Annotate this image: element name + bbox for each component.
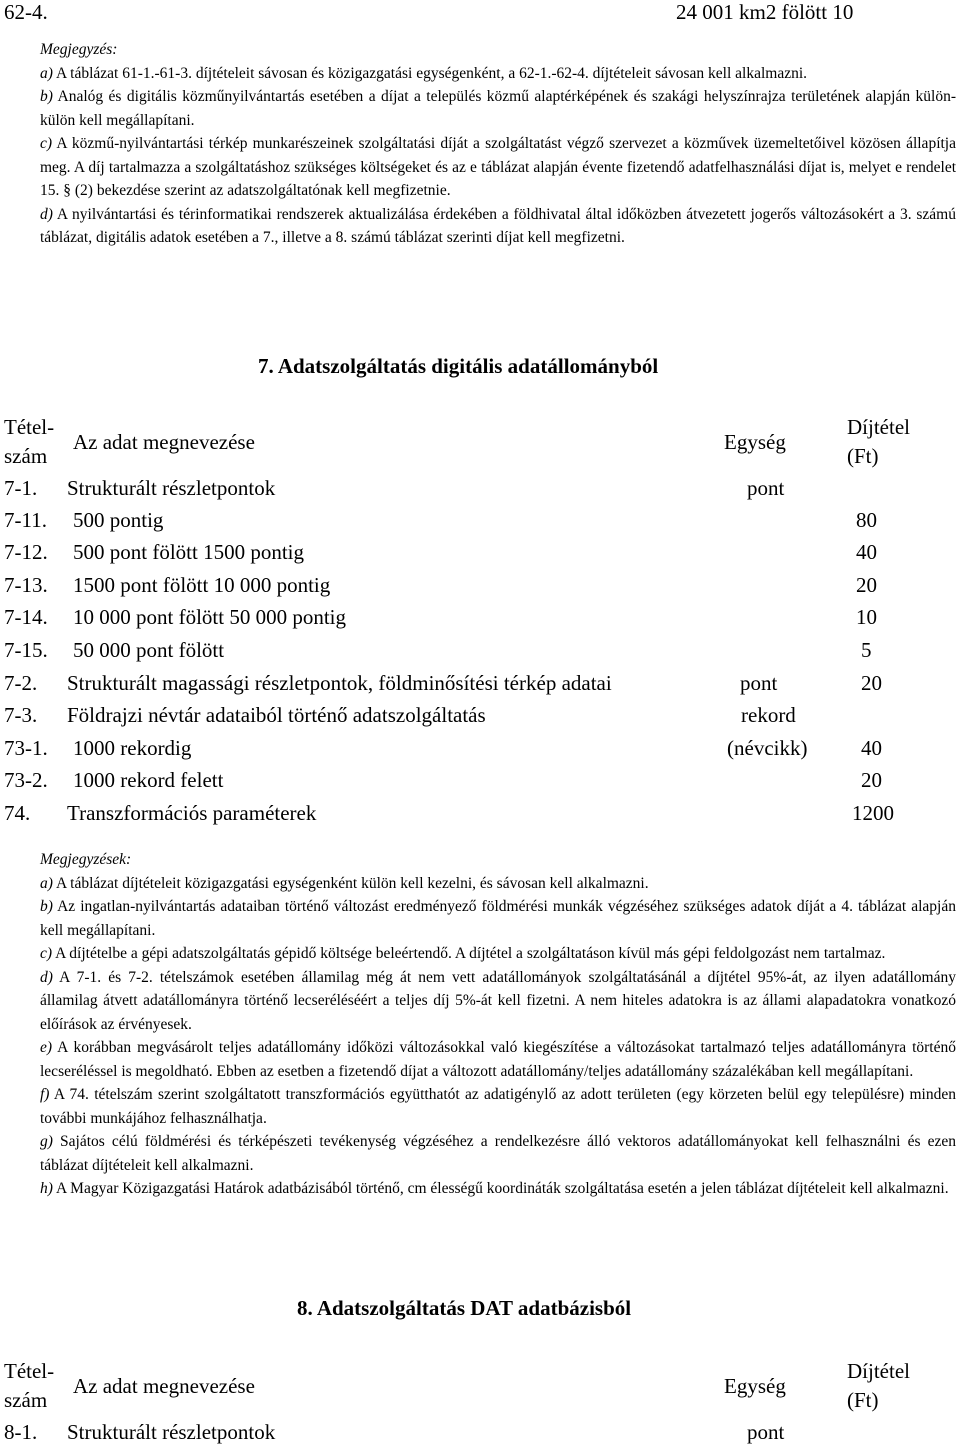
note-2-h: h) A Magyar Közigazgatási Határok adatbázisából történő, cm élességű koordináták szolgáltatása esetén a jelen táblázat díjtételeit kell alkalmazni. — [40, 1180, 949, 1197]
row-name: Strukturált magassági részletpontok, földminősítési térkép adatai — [67, 671, 612, 695]
note-2-b: b) Az ingatlan-nyilvántartás adataiban történő változást eredményező földmérési munkák végzéséhez szükséges adatok díját a 4. táblázat alapján kell megállapítani. — [40, 898, 956, 939]
header-num-line1: Tétel- — [4, 1359, 55, 1383]
row-unit: rekord — [741, 703, 796, 727]
table-row — [0, 638, 960, 666]
header-unit: Egység — [724, 1374, 786, 1398]
row-fee: 10 — [856, 605, 877, 629]
top-code: 62-4. — [4, 0, 48, 24]
row-name: 1000 rekordig — [73, 736, 192, 760]
row-number: 7-15. — [4, 638, 48, 662]
row-number: 7-14. — [4, 605, 48, 629]
table-row — [0, 1420, 960, 1448]
notes-1-title: Megjegyzés: — [40, 41, 118, 58]
row-fee: 1200 — [852, 801, 894, 825]
row-name: 500 pont fölött 1500 pontig — [73, 540, 304, 564]
row-number: 73-1. — [4, 736, 48, 760]
row-name: 500 pontig — [73, 508, 164, 532]
row-name: Földrajzi névtár adataiból történő adatszolgáltatás — [67, 703, 486, 727]
header-num-line2: szám — [4, 444, 48, 468]
table-row — [0, 605, 960, 633]
header-name: Az adat megnevezése — [73, 430, 255, 454]
row-number: 7-13. — [4, 573, 48, 597]
section-8-title: 8. Adatszolgáltatás DAT adatbázisból — [297, 1296, 632, 1320]
row-name: Transzformációs paraméterek — [67, 801, 317, 825]
row-name: 1000 rekord felett — [73, 768, 224, 792]
note-1-b: b) Analóg és digitális közműnyilvántartás esetében a díjat a település közmű alaptérképének és szakági helyszínrajza területének alapján külön-külön kell megállapítani. — [40, 88, 956, 129]
note-2-g: g) Sajátos célú földmérési és térképészeti tevékenység végzéséhez a rendelkezésre álló vektoros adatállományokat kell felhasználni és ezen táblázat díjtételeit kell alkalmazni. — [40, 1133, 957, 1174]
header-name: Az adat megnevezése — [73, 1374, 255, 1398]
table-row — [0, 476, 960, 504]
row-number: 7-12. — [4, 540, 48, 564]
row-number: 73-2. — [4, 768, 48, 792]
note-2-c: c) A díjtételbe a gépi adatszolgáltatás gépidő költsége beleértendő. A díjtétel a szolgáltatáson kívül más gépi feldolgozást nem tartalmaz. — [40, 945, 886, 962]
row-fee: 80 — [856, 508, 877, 532]
row-name: Strukturált részletpontok — [67, 1420, 276, 1444]
row-unit: pont — [747, 476, 785, 500]
header-num-line1: Tétel- — [4, 415, 55, 439]
table-row — [0, 508, 960, 536]
row-number: 7-11. — [4, 508, 47, 532]
header-num-line2: szám — [4, 1388, 48, 1412]
row-number: 74. — [4, 801, 31, 825]
note-1-d: d) A nyilvántartási és térinformatikai rendszerek aktualizálása érdekében a földhivatal által időközben átvezetett jogerős változásokért a 3. számú táblázat, digitális adatok esetében a 7., illetve a 8. számú táblázat szerinti díjat kell megfizetni. — [40, 205, 956, 246]
table-row — [0, 671, 960, 699]
table-row — [0, 703, 960, 731]
table-row — [0, 801, 960, 829]
row-name: 50 000 pont fölött — [73, 638, 225, 662]
note-2-a: a) A táblázat díjtételeit közigazgatási egységenként külön kell kezelni, és sávosan kell alkalmazni. — [40, 874, 649, 892]
row-number: 7-3. — [4, 703, 38, 727]
row-name: Strukturált részletpontok — [67, 476, 276, 500]
row-unit: pont — [740, 671, 778, 695]
row-number: 7-1. — [4, 476, 38, 500]
row-unit: (névcikk) — [727, 736, 808, 760]
table-row — [0, 573, 960, 601]
note-1-c: c) A közmű-nyilvántartási térkép munkarészeinek szolgáltatási díját a szolgáltatást végző szervezet a közművek üzemeltetőivel közösen állapítja meg. A díj tartalmazza a szolgáltatáshoz szükséges költségeket és az e táblázat alapján évente fizetendő adatfelhasználási díjat is, melyet e rendelet 15. § (2) bekezdése szerint az adatszolgáltatónak kell megfizetnie. — [40, 135, 956, 199]
row-number: 7-2. — [4, 671, 38, 695]
row-fee: 20 — [856, 573, 877, 597]
note-1-a: a) A táblázat 61-1.-61-3. díjtételeit sávosan és közigazgatási egységenként, a 62-1.-62-4. díjtételeit sávosan kell alkalmazni. — [40, 64, 808, 82]
header-fee-line2: (Ft) — [847, 1388, 879, 1412]
header-unit: Egység — [724, 430, 786, 454]
row-fee: 5 — [861, 638, 872, 662]
row-fee: 20 — [861, 671, 882, 695]
note-2-f: f) A 74. tételszám szerint szolgáltatott transzformációs együtthatót az adatigénylő az adott területen (egy körzeten belül egy településre) minden további munkájához felhasználhatja. — [40, 1086, 956, 1127]
notes-2 — [18, 848, 956, 1201]
table-row — [0, 736, 960, 764]
row-fee: 40 — [861, 736, 882, 760]
table-row — [0, 540, 960, 568]
table-row — [0, 768, 960, 796]
note-2-d: d) A 7-1. és 7-2. tételszámok esetében államilag még át nem vett adatállományok szolgáltatásánál a díjtétel 95%-át, az ilyen adatállomány államilag átvett adatállományra történő lecseréléséért a teljes díj 5%-át kell fizetni. A nem hiteles adatokra is az állami alapadatokra vonatkozó előírások az érvényesek. — [40, 968, 956, 1033]
section-7-title: 7. Adatszolgáltatás digitális adatállományból — [258, 354, 659, 378]
note-2-e: e) A korábban megvásárolt teljes adatállomány időközi változásokkal való kiegészítése a változásokat tartalmazó teljes adatállományra történő lecseréléssel is megoldható. Ebben az esetben a fizetendő díjat a változott adatállomány/teljes adatállomány százalékában kell megállapítani. — [40, 1039, 956, 1080]
top-range: 24 001 km2 fölött 10 — [676, 0, 854, 24]
row-unit: pont — [747, 1420, 785, 1444]
row-name: 1500 pont fölött 10 000 pontig — [73, 573, 331, 597]
notes-1 — [18, 38, 956, 250]
header-fee-line2: (Ft) — [847, 444, 879, 468]
notes-2-title: Megjegyzések: — [40, 851, 132, 868]
row-fee: 20 — [861, 768, 882, 792]
header-fee-line1: Díjtétel — [847, 415, 910, 439]
header-fee-line1: Díjtétel — [847, 1359, 910, 1383]
row-number: 8-1. — [4, 1420, 38, 1444]
row-name: 10 000 pont fölött 50 000 pontig — [73, 605, 346, 629]
row-fee: 40 — [856, 540, 877, 564]
